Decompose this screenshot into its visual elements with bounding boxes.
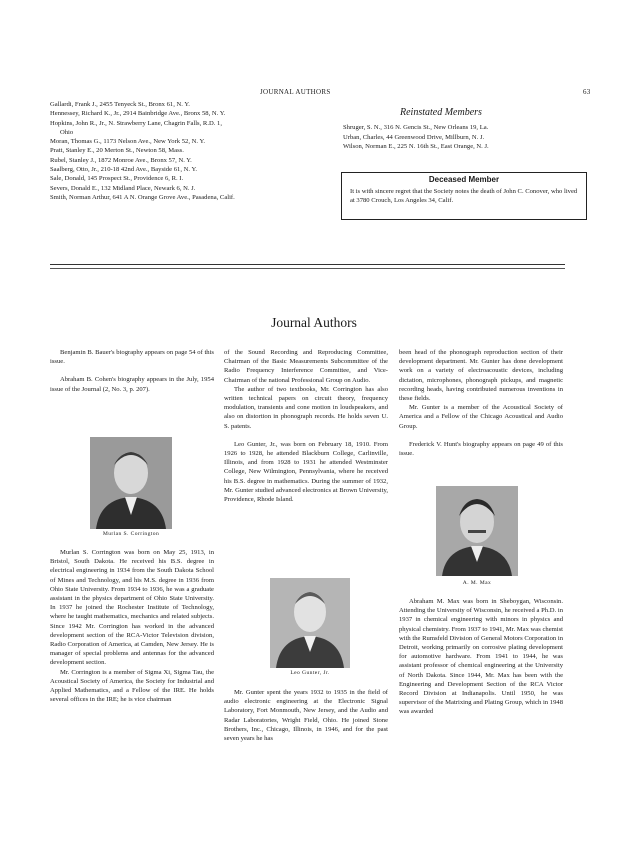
reinstated-entry: Wilson, Norman E., 225 N. 16th St., East Orange, N. J. <box>343 143 489 150</box>
reinstated-list <box>343 123 593 152</box>
column-1-bottom <box>50 548 214 704</box>
section-title: Journal Authors <box>271 315 357 330</box>
max-photo <box>436 486 518 576</box>
member-entry: Hennessey, Richard K., Jr., 2914 Bainbridge Ave., Bronx 58, N. Y. <box>50 110 226 118</box>
member-entry: Pratt, Stanley E., 20 Merton St., Newton 58, Mass. <box>50 147 184 155</box>
paragraph: Benjamin B. Bauer's biography appears on page 54 of this issue. <box>50 349 214 366</box>
paragraph: Abraham B. Cohen's biography appears in the July, 1954 issue of the Journal (2, No. 3, p. 207). <box>50 376 214 393</box>
member-entry: Severs, Donald E., 132 Midland Place, Newark 6, N. J. <box>50 184 196 192</box>
member-entry: Saalberg, Otto, Jr., 210-18 42nd Ave., Bayside 61, N. Y. <box>50 166 198 174</box>
photo-caption: A. M. Max <box>462 580 492 586</box>
running-title: JOURNAL AUTHORS <box>260 88 331 96</box>
member-entry: Ohio <box>60 128 74 136</box>
reinstated-title: Reinstated Members <box>400 107 482 118</box>
deceased-title: Deceased Member <box>428 175 500 184</box>
section-rule-thin <box>50 268 565 269</box>
paragraph: Abraham M. Max was born in Sheboygan, Wisconsin. Attending the University of Wisconsin, he received a Ph.D. in 1937 in chemical engineering with minors in physics and physical chemistry. From 1937 to 1941, Mr. Max was chemist with the Rumsfeld Division of General Motors Corporation in Detroit, working primarily on corrosive plating development for automotive hardware. From 1941 to 1944, he was assistant professor of chemical engineering at the University of North Dakota. Since 1944, Mr. Max has been with the Engineering and Development Section of the RCA Victor Record Division at Indianapolis. Until 1950, he was supervisor of the Matrixing and Plating Group, which in 1948 was awarded <box>399 598 563 716</box>
paragraph: Murlan S. Corrington was born on May 25, 1913, in Bristol, South Dakota. He received his B.S. degree in electrical engineering in 1934 from the South Dakota School of Mines and Technology, and his M.S. degree in 1936 from Ohio State University. From 1934 to 1936, he was a graduate assistant in the physics department of Ohio State University. In 1937 he joined the Rochester Institute of Technology, where he taught mathematics, mechanics and related subjects. Since 1942 Mr. Corrington has worked in the advanced development section of the RCA-Victor Television division, Radio Corporation of America, at Camden, New Jersey. He is manager of special problems and antennas for the advanced development section. <box>50 549 214 667</box>
member-entry: Gallardi, Frank J., 2455 Tenyeck St., Bronx 61, N. Y. <box>50 101 190 108</box>
column-2 <box>224 348 388 504</box>
paragraph: Leo Gunter, Jr., was born on February 18, 1910. From 1926 to 1928, he attended Blackburn College, Carlinville, Illinois, and from 1928 to 1931 he attended Westminster College, New Wilmington, Pennsylvania, where he received his B.S. degree in mathematics. During the summer of 1932, Mr. Gunter studied advanced electronics at Brown University, Providence, Rhode Island. <box>224 440 388 504</box>
deceased-box <box>341 172 587 220</box>
section-rule <box>50 264 565 265</box>
gunter-photo <box>270 578 350 668</box>
member-entry: Smith, Norman Arthur, 641 A N. Orange Grove Ave., Pasadena, Calif. <box>50 193 235 201</box>
paragraph: The author of two textbooks, Mr. Corrington has also written technical papers on circuit theory, frequency modulation, transients and cone motion in loudspeakers, and also on distortion in phonograph records. He holds seven U. S. patents. <box>224 385 388 430</box>
column-3-bottom <box>399 597 563 717</box>
photo-caption: Leo Gunter, Jr. <box>290 670 330 676</box>
paragraph: Mr. Gunter spent the years 1932 to 1935 in the field of audio electronic engineering at the Electronic Signal Laboratory, Fort Monmouth, New Jersey, and the Audio and Radar Laboratories, Wright Field, Ohio. He joined Stone Brothers, Inc., Chicago, Illinois, in 1946, and for the past seven years he has <box>224 689 388 743</box>
paragraph: Frederick V. Hunt's biography appears on page 49 of this issue. <box>399 440 563 458</box>
deceased-text: It is with sincere regret that the Society notes the death of John C. Conover, who lived at 3780 Crouch, Los Angeles 34, Calif. <box>350 188 578 205</box>
paragraph: of the Sound Recording and Reproducing Committee, Chairman of the Basic Measurements Subcommittee of the Radio Frequency Interference Committee, and Vice-Chairman of the national Professional Group on Audio. <box>224 349 388 384</box>
column-2-bottom <box>224 688 388 743</box>
page-number: 63 <box>583 88 591 96</box>
column-3 <box>399 348 563 458</box>
member-entry: Sale, Donald, 145 Prospect St., Providence 6, R. I. <box>50 175 184 183</box>
photo-caption: Murlan S. Corrington <box>102 531 160 537</box>
reinstated-entry: Urban, Charles, 44 Greenwood Drive, Millburn, N. J. <box>343 133 485 141</box>
member-entry: Rubel, Stanley J., 1872 Monroe Ave., Bronx 57, N. Y. <box>50 156 192 164</box>
paragraph: Mr. Gunter is a member of the Acoustical Society of America and a Fellow of the Chicago Acoustical and Audio Group. <box>399 404 563 430</box>
paragraph: been head of the phonograph reproduction section of their development department. Mr. Gunter has done development work on a variety of electroacoustic devices, including dictation, microphones, phonograph pickups, and magnetic recording heads, having contributed numerous inventions in these fields. <box>399 349 563 403</box>
paragraph: Mr. Corrington is a member of Sigma Xi, Sigma Tau, the Acoustical Society of America, the Society for Industrial and Applied Mathematics, and a Fellow of the IRE. He holds several offices in the IRE; he is vice chairman <box>50 668 214 704</box>
member-entry: Moran, Thomas G., 1173 Nelson Ave., New York 52, N. Y. <box>50 138 206 146</box>
corrington-photo <box>90 437 172 529</box>
members-list <box>50 100 335 202</box>
member-entry: Hopkins, John R., Jr., N. Strawberry Lane, Chagrin Falls, R.D. 1, <box>50 119 222 127</box>
column-1 <box>50 348 214 394</box>
reinstated-entry: Shruger, S. N., 316 N. Gencis St., New Orleans 19, La. <box>343 124 489 131</box>
